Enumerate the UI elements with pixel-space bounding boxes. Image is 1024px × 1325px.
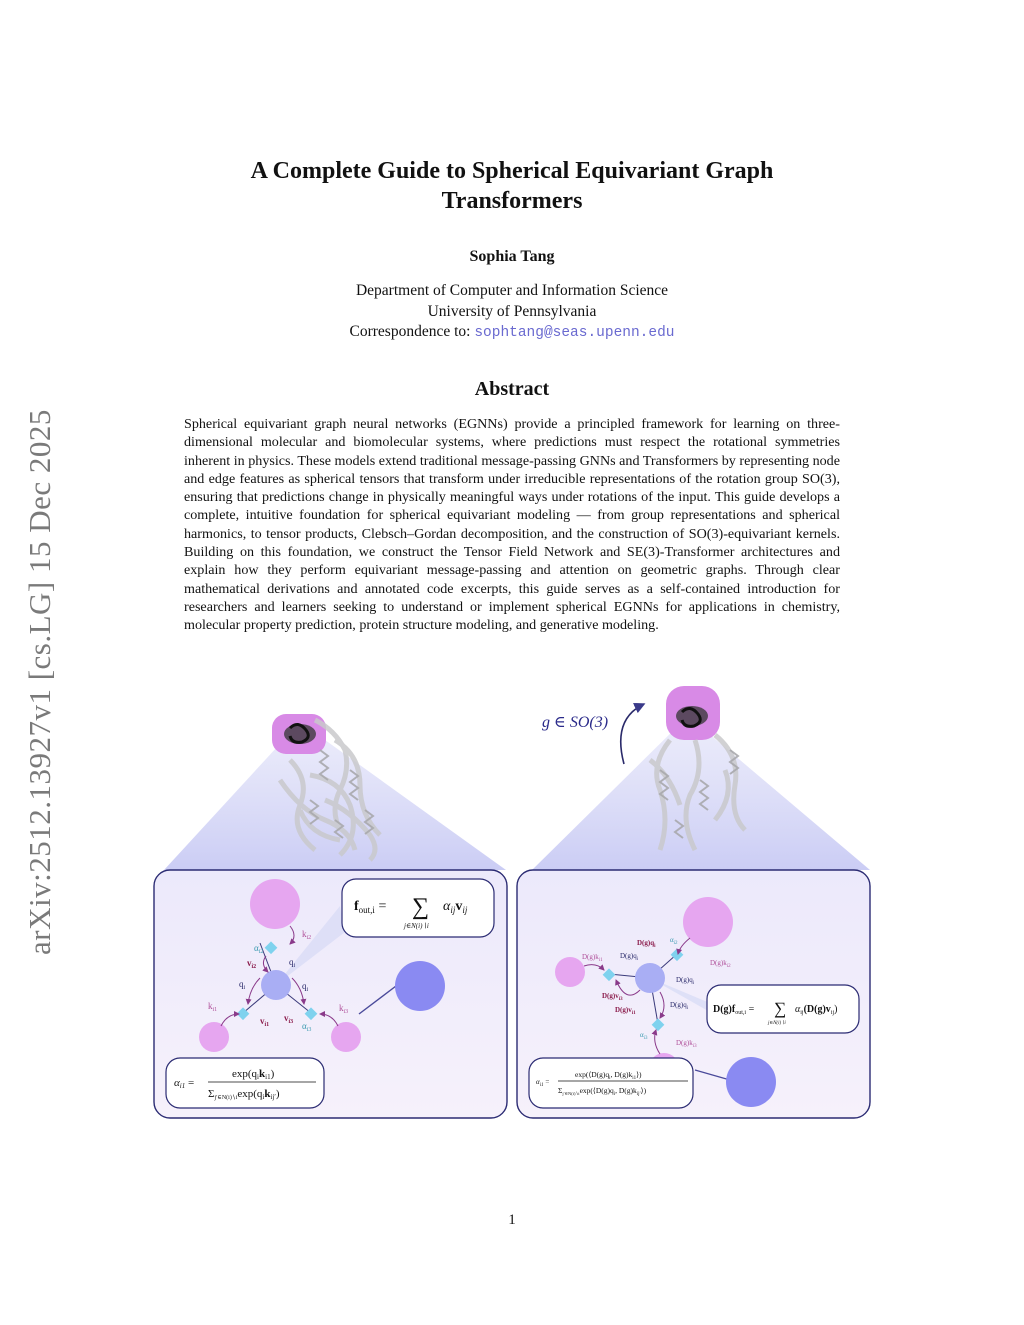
email-link[interactable]: sophtang@seas.upenn.edu	[474, 325, 675, 341]
rotation-arrow-icon	[621, 704, 644, 764]
svg-text:exp(⟨D(g)qi, D(g)ki1⟩): $\exp(⟨D(g)q_i$, $D(g)k_{i1}⟩$)	[575, 1070, 642, 1081]
svg-text:αij(D(g)vij): $\alpha_{ij}(D(g)v_{ij})$	[795, 1004, 838, 1016]
right-label-alpha-i3: $\alpha_{i3}$	[640, 1031, 648, 1041]
label-v-i2: $v_{i2}$	[247, 958, 257, 970]
right-label-alpha-i2: $\alpha_{i2}$	[670, 936, 678, 946]
rotation-label: g ∈ SO(3)	[542, 714, 609, 731]
svg-text:j∈N(i)∖i: j∈N(i)∖i	[404, 922, 429, 930]
label-alpha-i3: $\alpha_{i3}$	[302, 1021, 312, 1033]
svg-text:Σj′∈N(i)∖iexp(qikij′): Σj′∈N(i)∖iexp(qikij′)	[208, 1088, 280, 1101]
right-label-dv-i3: $D(g)v_{i3}$	[602, 992, 623, 1002]
label-alpha-i2: $\alpha_{i2}$	[254, 943, 264, 955]
right-label-dv-i1: $D(g)v_{i1}$	[615, 1006, 636, 1016]
label-k-i3: $k_{i3}$	[339, 1003, 349, 1015]
svg-text:∑: ∑	[774, 999, 787, 1018]
svg-text:fout,i =: $f_{out,i}$ =	[354, 899, 387, 915]
abstract-text: Spherical equivariant graph neural networks (EGNNs) provide a principled framework for learning on three-dimensional molecular and biomolecular systems, where predictions must respect the rotational symmetries inherent in physics. These models extend traditional message-passing GNNs and Transformers by representing node and edge features as spherical tensors that transform under irreducible representations of the rotation group SO(3), ensuring that predictions change in physically meaningful ways under rotations of the input. This guide develops a complete, intuitive foundation for spherical equivariant modeling — from group representations and spherical harmonics, to tensor products, Clebsch–Gordan decomposition, and the construction of SO(3)-equivariant kernels. Building on this foundation, we construct the Tensor Field Network and SE(3)-Transformer architectures and explain how they perform equivariant message-passing and attention on geometric graphs. Through clear mathematical derivations and annotated code excerpts, this guide serves as a self-contained introduction for researchers and learners seeking to understand or implement spherical EGNNs for applications in chemistry, molecular property prediction, protein structure modeling, and generative modeling.	[184, 416, 840, 634]
label-v-i1: $v_{i1}$	[260, 1016, 270, 1028]
right-central-node	[635, 963, 665, 993]
right-label-dq-right: $D(g)q_i$	[676, 976, 695, 986]
svg-text:αi1 =: $\alpha_{i1}$ =	[536, 1078, 550, 1088]
right-distant-node	[726, 1057, 776, 1107]
neighbor-node-1	[199, 1022, 229, 1052]
label-k-i1: $k_{i1}$	[208, 1001, 218, 1013]
svg-text:Σj′∈N(i)∖iexp(⟨D(g)qi, D(g)kij: $\Sigma_{j'\in N(i)∖i}\exp(⟨D(g)q_i$, $D(g)k_{ij'}⟩$)	[558, 1086, 647, 1097]
right-attention-formula	[529, 1058, 693, 1108]
label-q-left: $q_i$	[239, 979, 246, 991]
correspondence	[0, 322, 1024, 344]
right-label-dk-i3: $D(g)k_{i3}$	[676, 1039, 697, 1049]
left-attention-formula	[166, 1058, 324, 1108]
arxiv-identifier: arXiv:2512.13927v1 [cs.LG] 15 Dec 2025	[22, 409, 57, 955]
svg-text:exp(qiki1): exp(qiki1)	[232, 1068, 275, 1081]
neighbor-node-3	[331, 1022, 361, 1052]
department: Department of Computer and Information Science	[355, 282, 669, 299]
svg-text:∑: ∑	[412, 894, 430, 920]
svg-text:αi1 =: αi1 =	[174, 1077, 195, 1090]
neighbor-node-2	[250, 879, 300, 929]
right-label-dq-bottom: $D(g)q_i$	[670, 1001, 689, 1011]
distant-node	[395, 961, 445, 1011]
affiliation	[0, 281, 1024, 344]
svg-text:j∈N(i)∖i: j∈N(i)∖i	[768, 1021, 786, 1026]
title-line-2: Transformers	[441, 188, 583, 214]
university: University of Pennsylvania	[427, 302, 597, 320]
label-k-i2: $k_{i2}$	[302, 929, 312, 941]
abstract-heading: Abstract	[474, 378, 550, 400]
right-label-dq-top: $D(g)q_i$	[637, 939, 656, 949]
right-aggregation-formula	[707, 985, 859, 1033]
right-label-dk-i1: $D(g)k_{i1}$	[582, 953, 603, 963]
right-label-dk-i2: $D(g)k_{i2}$	[710, 959, 731, 969]
central-node	[261, 970, 291, 1000]
svg-text:αijvij: $\alpha_{ij}v_{ij}$	[443, 899, 468, 915]
label-q-right: $q_i$	[302, 981, 309, 993]
label-q-top: $q_i$	[289, 957, 296, 969]
svg-text:D(g)fout,i =: $D(g)f_{out,i}$ =	[713, 1004, 755, 1016]
right-label-dq-left: $D(g)q_i$	[620, 952, 639, 962]
right-neighbor-node-1	[555, 957, 585, 987]
title-line-1: A Complete Guide to Spherical Equivariant Graph	[250, 158, 774, 184]
figure-diagram	[150, 680, 874, 1125]
paper-title	[150, 156, 874, 216]
label-v-i3: $v_{i3}$	[284, 1013, 294, 1025]
right-neighbor-node-2	[683, 897, 733, 947]
left-aggregation-formula	[342, 879, 494, 937]
correspondence-label: Correspondence to:	[349, 323, 471, 340]
page-number: 1	[508, 1212, 516, 1228]
author-name: Sophia Tang	[469, 248, 555, 265]
